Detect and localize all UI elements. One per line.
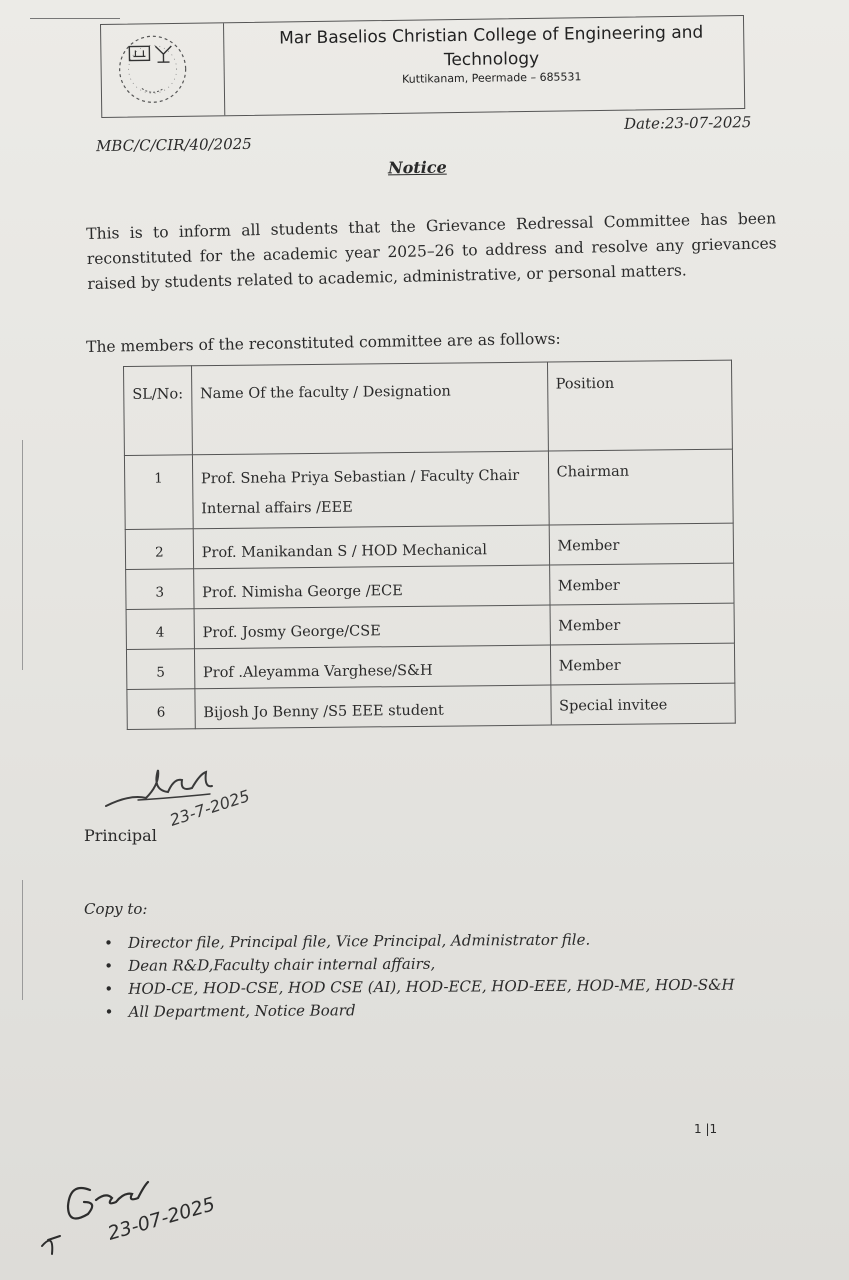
- row-sl: 1: [124, 455, 193, 530]
- table-row: [125, 523, 733, 569]
- table-row: [124, 449, 733, 529]
- principal-signature: [100, 764, 330, 834]
- list-item: • Dean R&D,Faculty chair internal affairs,: [104, 951, 734, 978]
- row-name: Prof. Manikandan S / HOD Mechanical: [193, 525, 549, 569]
- table-header-row: [124, 360, 733, 455]
- header-sl-no: SL/No:: [124, 366, 193, 456]
- table-row: [126, 563, 734, 609]
- college-name: Mar Baselios Christian College of Engineering and Technology: [278, 22, 704, 71]
- receipt-annotation: [34, 1162, 244, 1262]
- margin-line: [22, 880, 23, 1000]
- signature-date: 23-7-2025: [167, 786, 252, 830]
- notice-date: Date:23-07-2025: [623, 113, 752, 133]
- row-name: Bijosh Jo Benny /S5 EEE student: [195, 685, 551, 729]
- college-emblem-icon: [115, 32, 190, 107]
- row-sl: 4: [126, 609, 194, 650]
- row-name: Prof .Aleyamma Varghese/S&H: [194, 645, 550, 689]
- members-intro: The members of the reconstituted committee are as follows:: [86, 329, 561, 356]
- row-sl: 2: [125, 529, 193, 570]
- list-item: • HOD-CE, HOD-CSE, HOD CSE (AI), HOD-ECE, HOD-EEE, HOD-ME, HOD-S&H: [104, 974, 734, 1001]
- margin-line: [22, 440, 23, 670]
- copy-to-list: [104, 928, 735, 1024]
- receipt-date: 23-07-2025: [105, 1193, 218, 1245]
- copy-to-label: Copy to:: [84, 900, 148, 918]
- college-address: Kuttikanam, Peermade – 685531: [401, 70, 582, 86]
- table-row: [126, 643, 734, 689]
- letterhead: [100, 15, 745, 118]
- header-position: Position: [547, 360, 732, 451]
- top-rule: [30, 18, 120, 19]
- row-position: Member: [549, 523, 734, 565]
- header-name: Name Of the faculty / Designation: [191, 362, 548, 455]
- row-position: Member: [550, 643, 735, 685]
- row-position: Member: [550, 603, 735, 645]
- logo-box: [101, 23, 225, 117]
- row-sl: 6: [127, 689, 195, 730]
- page-number: 1 |1: [694, 1122, 718, 1136]
- table-row: [127, 683, 735, 729]
- list-item: • All Department, Notice Board: [104, 997, 734, 1024]
- row-name: Prof. Josmy George/CSE: [194, 605, 550, 649]
- committee-table: [123, 360, 736, 730]
- list-item: • Director file, Principal file, Vice Principal, Administrator file.: [104, 928, 734, 955]
- row-position: Chairman: [548, 449, 733, 525]
- row-sl: 5: [126, 649, 194, 690]
- table-row: [126, 603, 734, 649]
- row-position: Member: [549, 563, 734, 605]
- reference-number: MBC/C/CIR/40/2025: [95, 134, 252, 156]
- row-name: Prof. Nimisha George /ECE: [193, 565, 549, 609]
- intro-paragraph: This is to inform all students that the Grievance Redressal Committee has been reconstituted for the academic year 2025–26 to address and resolve any grievances raised by students related to academic, administrative, or personal matters.: [86, 209, 777, 293]
- row-sl: 3: [126, 569, 194, 610]
- row-position: Special invitee: [550, 683, 735, 725]
- notice-title: Notice: [387, 157, 447, 178]
- row-name: Prof. Sneha Priya Sebastian / Faculty Chair Internal affairs /EEE: [192, 451, 549, 529]
- signatory-label: Principal: [84, 826, 157, 845]
